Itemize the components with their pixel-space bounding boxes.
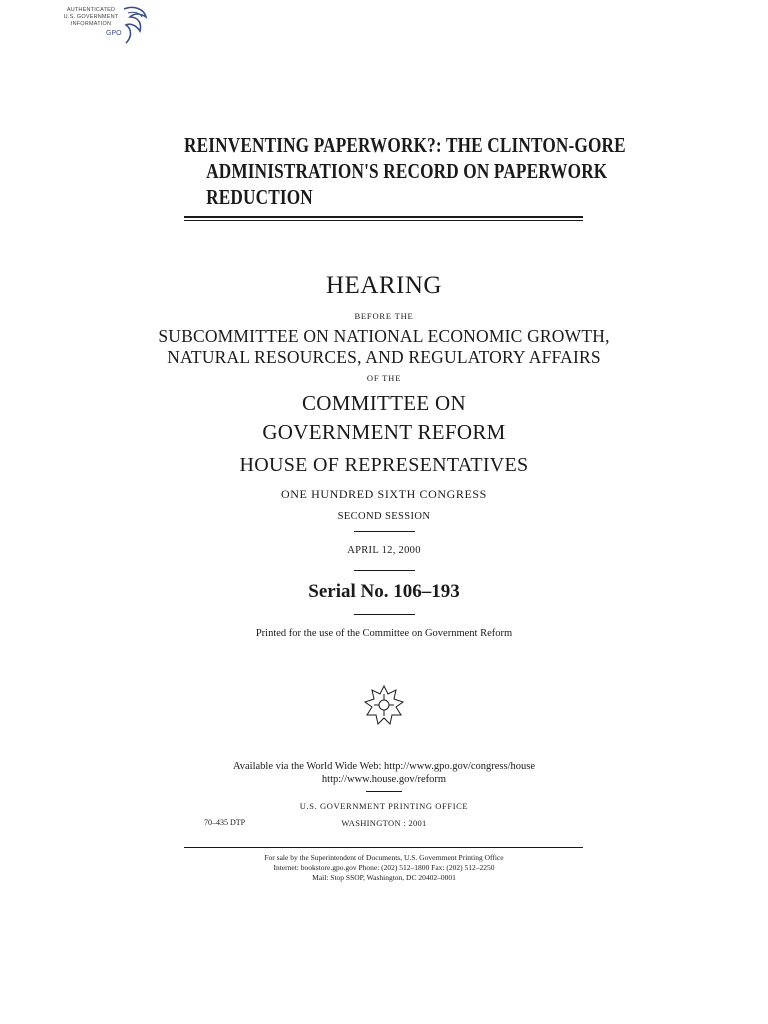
title-rule-top (184, 216, 583, 218)
congress-label: ONE HUNDRED SIXTH CONGRESS (281, 487, 487, 501)
subcommittee-name-line1: SUBCOMMITTEE ON NATIONAL ECONOMIC GROWTH, (158, 326, 610, 346)
divider (366, 791, 402, 792)
serial-number: Serial No. 106–193 (308, 581, 460, 602)
title-line: REDUCTION (206, 185, 313, 209)
availability-line2: http://www.house.gov/reform (321, 774, 447, 785)
sale-info-line2: Internet: bookstore.gpo.gov Phone: (202) 512–1800 Fax: (202) 512–2250 (273, 863, 495, 872)
seal-gpo-label: GPO (106, 30, 122, 37)
session-label: SECOND SESSION (337, 511, 431, 522)
title-line: REINVENTING PAPERWORK?: THE CLINTON-GORE (184, 133, 626, 157)
title-line: ADMINISTRATION'S RECORD ON PAPERWORK (206, 159, 608, 183)
of-the-label: OF THE (366, 373, 402, 383)
dtp-number: 70–435 DTP (204, 818, 246, 827)
seal-text-line: AUTHENTICATED (66, 7, 116, 13)
seal-text-line: U.S. GOVERNMENT (63, 14, 119, 20)
printing-office-name: U.S. GOVERNMENT PRINTING OFFICE (299, 801, 469, 811)
eagle-icon (104, 5, 150, 47)
before-the-label: BEFORE THE (354, 311, 414, 321)
hearing-heading: HEARING (326, 272, 442, 299)
seal-text-line: INFORMATION (70, 21, 112, 27)
availability-line1: Available via the World Wide Web: http://www.gpo.gov/congress/house (232, 761, 536, 772)
house-name: HOUSE OF REPRESENTATIVES (239, 454, 529, 476)
title-rule-bottom (184, 220, 583, 221)
divider (354, 531, 415, 532)
divider (354, 570, 415, 571)
divider (354, 614, 415, 615)
hearing-date: APRIL 12, 2000 (347, 545, 421, 556)
sale-info-line1: For sale by the Superintendent of Documents, U.S. Government Printing Office (264, 853, 504, 862)
document-title (184, 132, 626, 210)
gpo-ornament-icon (362, 684, 406, 726)
gpo-authenticated-seal (60, 5, 150, 47)
subcommittee-name-line2: NATURAL RESOURCES, AND REGULATORY AFFAIRS (167, 347, 601, 367)
sale-info-line3: Mail: Stop SSOP, Washington, DC 20402–0001 (312, 873, 456, 882)
printing-location: WASHINGTON : 2001 (341, 818, 427, 828)
committee-name-line2: GOVERNMENT REFORM (262, 420, 506, 444)
committee-name-line1: COMMITTEE ON (301, 391, 466, 415)
footer-rule (184, 847, 583, 848)
printed-for-note: Printed for the use of the Committee on Government Reform (255, 628, 513, 639)
